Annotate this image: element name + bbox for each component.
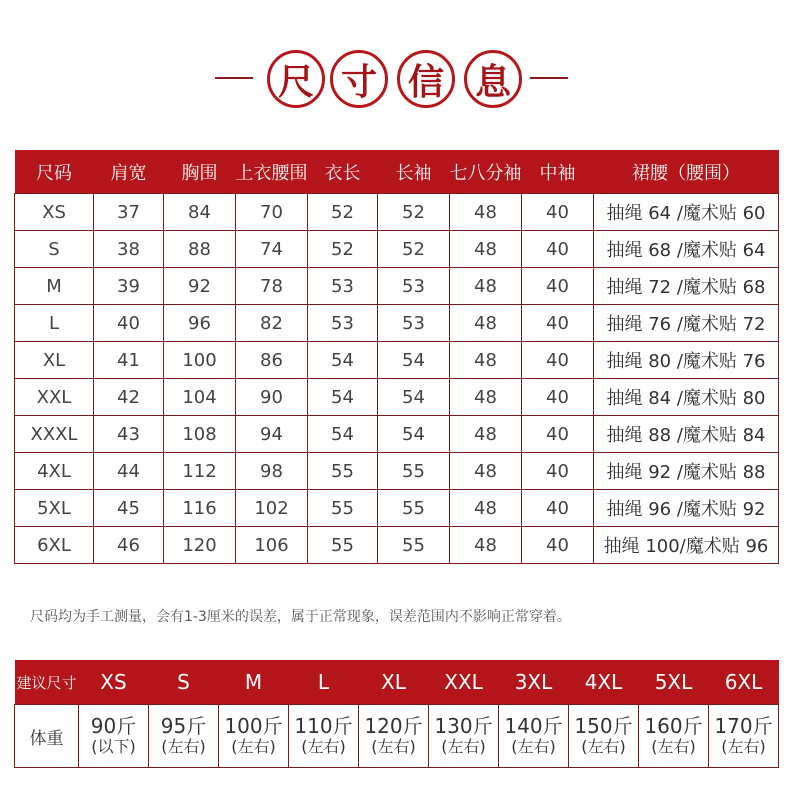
table-cell: 40 [522, 194, 594, 231]
table-cell: 88 [164, 231, 236, 268]
weight-cell [499, 705, 569, 768]
table-cell: 98 [236, 453, 308, 490]
title-char: 尺 [267, 50, 325, 108]
table-cell: 41 [94, 342, 164, 379]
weight-qualifier: (左右) [301, 737, 346, 756]
page-title [0, 40, 790, 120]
table-cell: 92 [164, 268, 236, 305]
weight-cell [219, 705, 289, 768]
table-cell: 106 [236, 527, 308, 564]
table-cell: 48 [450, 527, 522, 564]
table-cell: 74 [236, 231, 308, 268]
table-row [15, 453, 779, 490]
weight-value: 160斤 [644, 714, 703, 738]
table-cell: 55 [308, 453, 378, 490]
recommend-size-cell: 4XL [569, 660, 639, 705]
table-cell: 94 [236, 416, 308, 453]
weight-value: 110斤 [294, 714, 353, 738]
column-header: 胸围 [164, 150, 236, 194]
title-divider-right [530, 77, 568, 79]
table-cell: 54 [308, 416, 378, 453]
table-cell: 70 [236, 194, 308, 231]
table-cell: 52 [378, 231, 450, 268]
table-row [15, 194, 779, 231]
measurement-note: 尺码均为手工测量，会有1-3厘米的误差，属于正常现象，误差范围内不影响正常穿着。 [30, 609, 571, 625]
table-cell: 抽绳 88 /魔术贴 84 [594, 416, 779, 453]
table-cell: S [15, 231, 94, 268]
table-cell: 46 [94, 527, 164, 564]
weight-cell [149, 705, 219, 768]
table-cell: 54 [378, 342, 450, 379]
size-table [14, 150, 779, 564]
recommend-size-cell: S [149, 660, 219, 705]
weight-cell [709, 705, 779, 768]
table-cell: 45 [94, 490, 164, 527]
table-cell: XS [15, 194, 94, 231]
table-row [15, 379, 779, 416]
table-cell: 40 [522, 453, 594, 490]
weight-qualifier: (左右) [371, 737, 416, 756]
weight-label: 体重 [15, 705, 79, 768]
table-cell: 86 [236, 342, 308, 379]
table-cell: 48 [450, 490, 522, 527]
table-cell: 40 [522, 268, 594, 305]
table-cell: 55 [308, 527, 378, 564]
table-cell: 54 [308, 342, 378, 379]
recommend-size-cell: 3XL [499, 660, 569, 705]
table-cell: 44 [94, 453, 164, 490]
table-cell: 4XL [15, 453, 94, 490]
table-cell: 84 [164, 194, 236, 231]
table-cell: 37 [94, 194, 164, 231]
table-cell: 抽绳 80 /魔术贴 76 [594, 342, 779, 379]
table-cell: 54 [378, 379, 450, 416]
table-cell: 53 [378, 268, 450, 305]
table-cell: 52 [308, 231, 378, 268]
table-cell: 48 [450, 305, 522, 342]
weight-qualifier: (左右) [511, 737, 556, 756]
column-header: 长袖 [378, 150, 450, 194]
table-cell: 40 [522, 490, 594, 527]
table-cell: 42 [94, 379, 164, 416]
weight-value: 95斤 [160, 714, 207, 738]
weight-value: 90斤 [90, 714, 137, 738]
table-cell: 55 [308, 490, 378, 527]
table-cell: 抽绳 96 /魔术贴 92 [594, 490, 779, 527]
recommend-size-row [15, 660, 779, 705]
weight-qualifier: (左右) [721, 737, 766, 756]
table-cell: 78 [236, 268, 308, 305]
table-cell: 96 [164, 305, 236, 342]
column-header: 衣长 [308, 150, 378, 194]
table-cell: 54 [308, 379, 378, 416]
table-cell: 100 [164, 342, 236, 379]
weight-qualifier: (左右) [441, 737, 486, 756]
table-cell: 40 [522, 416, 594, 453]
table-cell: 53 [378, 305, 450, 342]
table-cell: 108 [164, 416, 236, 453]
weight-value: 100斤 [224, 714, 283, 738]
table-row [15, 527, 779, 564]
column-header: 裙腰（腰围） [594, 150, 779, 194]
weight-value: 150斤 [574, 714, 633, 738]
column-header: 尺码 [15, 150, 94, 194]
table-cell: 48 [450, 268, 522, 305]
column-header: 肩宽 [94, 150, 164, 194]
title-divider-left [215, 77, 253, 79]
table-cell: 104 [164, 379, 236, 416]
table-cell: 抽绳 72 /魔术贴 68 [594, 268, 779, 305]
table-cell: 抽绳 68 /魔术贴 64 [594, 231, 779, 268]
table-cell: 40 [522, 342, 594, 379]
weight-cell [639, 705, 709, 768]
table-cell: 116 [164, 490, 236, 527]
table-cell: XXXL [15, 416, 94, 453]
table-cell: 40 [522, 305, 594, 342]
table-cell: XL [15, 342, 94, 379]
column-header: 上衣腰围 [236, 150, 308, 194]
table-cell: 抽绳 92 /魔术贴 88 [594, 453, 779, 490]
table-cell: L [15, 305, 94, 342]
table-cell: 38 [94, 231, 164, 268]
table-cell: 40 [522, 527, 594, 564]
table-cell: 48 [450, 231, 522, 268]
table-cell: M [15, 268, 94, 305]
table-cell: 39 [94, 268, 164, 305]
table-cell: 5XL [15, 490, 94, 527]
column-header: 七八分袖 [450, 150, 522, 194]
table-cell: 48 [450, 194, 522, 231]
weight-qualifier: (左右) [161, 737, 206, 756]
weight-value: 130斤 [434, 714, 493, 738]
title-char: 息 [464, 50, 522, 108]
weight-cell [569, 705, 639, 768]
weight-qualifier: (以下) [91, 737, 136, 756]
table-cell: 52 [308, 194, 378, 231]
table-row [15, 342, 779, 379]
table-cell: 48 [450, 379, 522, 416]
table-cell: 40 [522, 231, 594, 268]
weight-value: 140斤 [504, 714, 563, 738]
table-row [15, 305, 779, 342]
table-cell: 6XL [15, 527, 94, 564]
table-cell: 82 [236, 305, 308, 342]
weight-qualifier: (左右) [651, 737, 696, 756]
weight-value: 170斤 [714, 714, 773, 738]
table-cell: 55 [378, 490, 450, 527]
table-row [15, 416, 779, 453]
recommend-size-cell: L [289, 660, 359, 705]
weight-qualifier: (左右) [581, 737, 626, 756]
table-cell: 48 [450, 453, 522, 490]
table-cell: 40 [94, 305, 164, 342]
title-char: 信 [397, 50, 455, 108]
table-cell: 112 [164, 453, 236, 490]
recommend-size-cell: 5XL [639, 660, 709, 705]
table-cell: 48 [450, 416, 522, 453]
weight-cell [359, 705, 429, 768]
table-row [15, 231, 779, 268]
size-table-header [15, 150, 779, 194]
table-cell: 43 [94, 416, 164, 453]
table-cell: 52 [378, 194, 450, 231]
column-header: 中袖 [522, 150, 594, 194]
recommend-table [14, 660, 779, 768]
recommend-size-label: 建议尺寸 [15, 660, 79, 705]
recommend-size-cell: XS [79, 660, 149, 705]
recommend-size-cell: XL [359, 660, 429, 705]
table-cell: 40 [522, 379, 594, 416]
table-cell: 120 [164, 527, 236, 564]
table-cell: 53 [308, 305, 378, 342]
table-cell: 抽绳 100/魔术贴 96 [594, 527, 779, 564]
recommend-size-cell: XXL [429, 660, 499, 705]
table-cell: 抽绳 64 /魔术贴 60 [594, 194, 779, 231]
title-char: 寸 [330, 50, 388, 108]
weight-value: 120斤 [364, 714, 423, 738]
weight-cell [289, 705, 359, 768]
table-cell: 48 [450, 342, 522, 379]
recommend-size-cell: M [219, 660, 289, 705]
table-cell: 55 [378, 527, 450, 564]
table-cell: 54 [378, 416, 450, 453]
weight-qualifier: (左右) [231, 737, 276, 756]
table-cell: 55 [378, 453, 450, 490]
table-row [15, 490, 779, 527]
weight-row [15, 705, 779, 768]
weight-cell [79, 705, 149, 768]
weight-cell [429, 705, 499, 768]
table-cell: 53 [308, 268, 378, 305]
table-cell: XXL [15, 379, 94, 416]
table-cell: 90 [236, 379, 308, 416]
table-cell: 抽绳 76 /魔术贴 72 [594, 305, 779, 342]
recommend-size-cell: 6XL [709, 660, 779, 705]
table-row [15, 268, 779, 305]
table-cell: 抽绳 84 /魔术贴 80 [594, 379, 779, 416]
table-cell: 102 [236, 490, 308, 527]
